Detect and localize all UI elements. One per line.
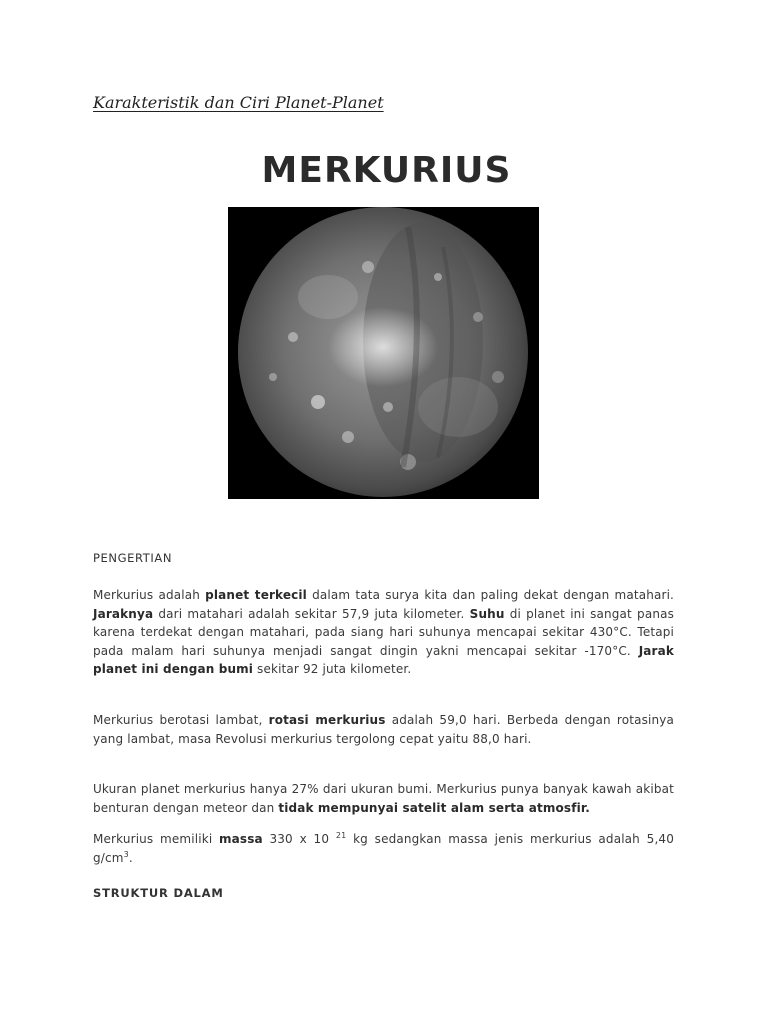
paragraph-ukuran	[93, 780, 674, 817]
bold-text: Jaraknya	[93, 606, 154, 621]
text-run: dalam tata surya kita dan paling dekat dengan matahari.	[306, 588, 675, 602]
document-title: Karakteristik dan Ciri Planet-Planet	[93, 93, 384, 112]
text-run: dari matahari adalah sekitar 57,9 juta kilometer.	[153, 606, 470, 621]
mercury-planet-image	[228, 207, 539, 499]
text-run: Merkurius berotasi lambat,	[93, 713, 269, 727]
superscript: 21	[335, 831, 347, 840]
bold-text: planet terkecil	[205, 588, 307, 602]
superscript: 3	[123, 849, 129, 859]
text-run: 330 x 10	[262, 832, 336, 846]
text-run: Ukuran planet merkurius hanya 27% dari ukuran bumi. Merkurius punya banyak kawah akibat benturan dengan meteor dan	[93, 782, 674, 815]
paragraph-rotasi	[93, 711, 674, 748]
paragraph-pengertian	[93, 586, 674, 679]
bold-text: Jarak planet ini dengan bumi	[93, 643, 674, 676]
text-run: .	[128, 850, 133, 865]
section-heading-pengertian: PENGERTIAN	[93, 551, 173, 565]
paragraph-massa	[93, 830, 674, 867]
text-run: sekitar 92 juta kilometer.	[253, 662, 412, 676]
bold-text: rotasi merkurius	[268, 713, 386, 727]
bold-text: Suhu	[469, 606, 505, 621]
bold-text: tidak mempunyai satelit alam serta atmosfir.	[278, 800, 590, 815]
text-run: Merkurius memiliki	[93, 832, 220, 846]
planet-heading: MERKURIUS	[261, 150, 512, 191]
text-run: di planet ini sangat panas karena terdekat dengan matahari, pada siang hari suhunya mencapai sekitar 430°C. Tetapi pada malam hari suhunya menjadi sangat dingin yakni mencapai sekitar -170°C.	[93, 606, 674, 658]
section-heading-struktur-dalam: STRUKTUR DALAM	[93, 886, 224, 900]
text-run: kg sedangkan massa jenis merkurius adalah 5,40 g/cm	[93, 832, 674, 865]
bold-text: massa	[219, 832, 263, 846]
text-run: Merkurius adalah	[93, 588, 206, 602]
text-run: adalah 59,0 hari. Berbeda dengan rotasinya yang lambat, masa Revolusi merkurius tergolong cepat yaitu 88,0 hari.	[93, 713, 674, 746]
